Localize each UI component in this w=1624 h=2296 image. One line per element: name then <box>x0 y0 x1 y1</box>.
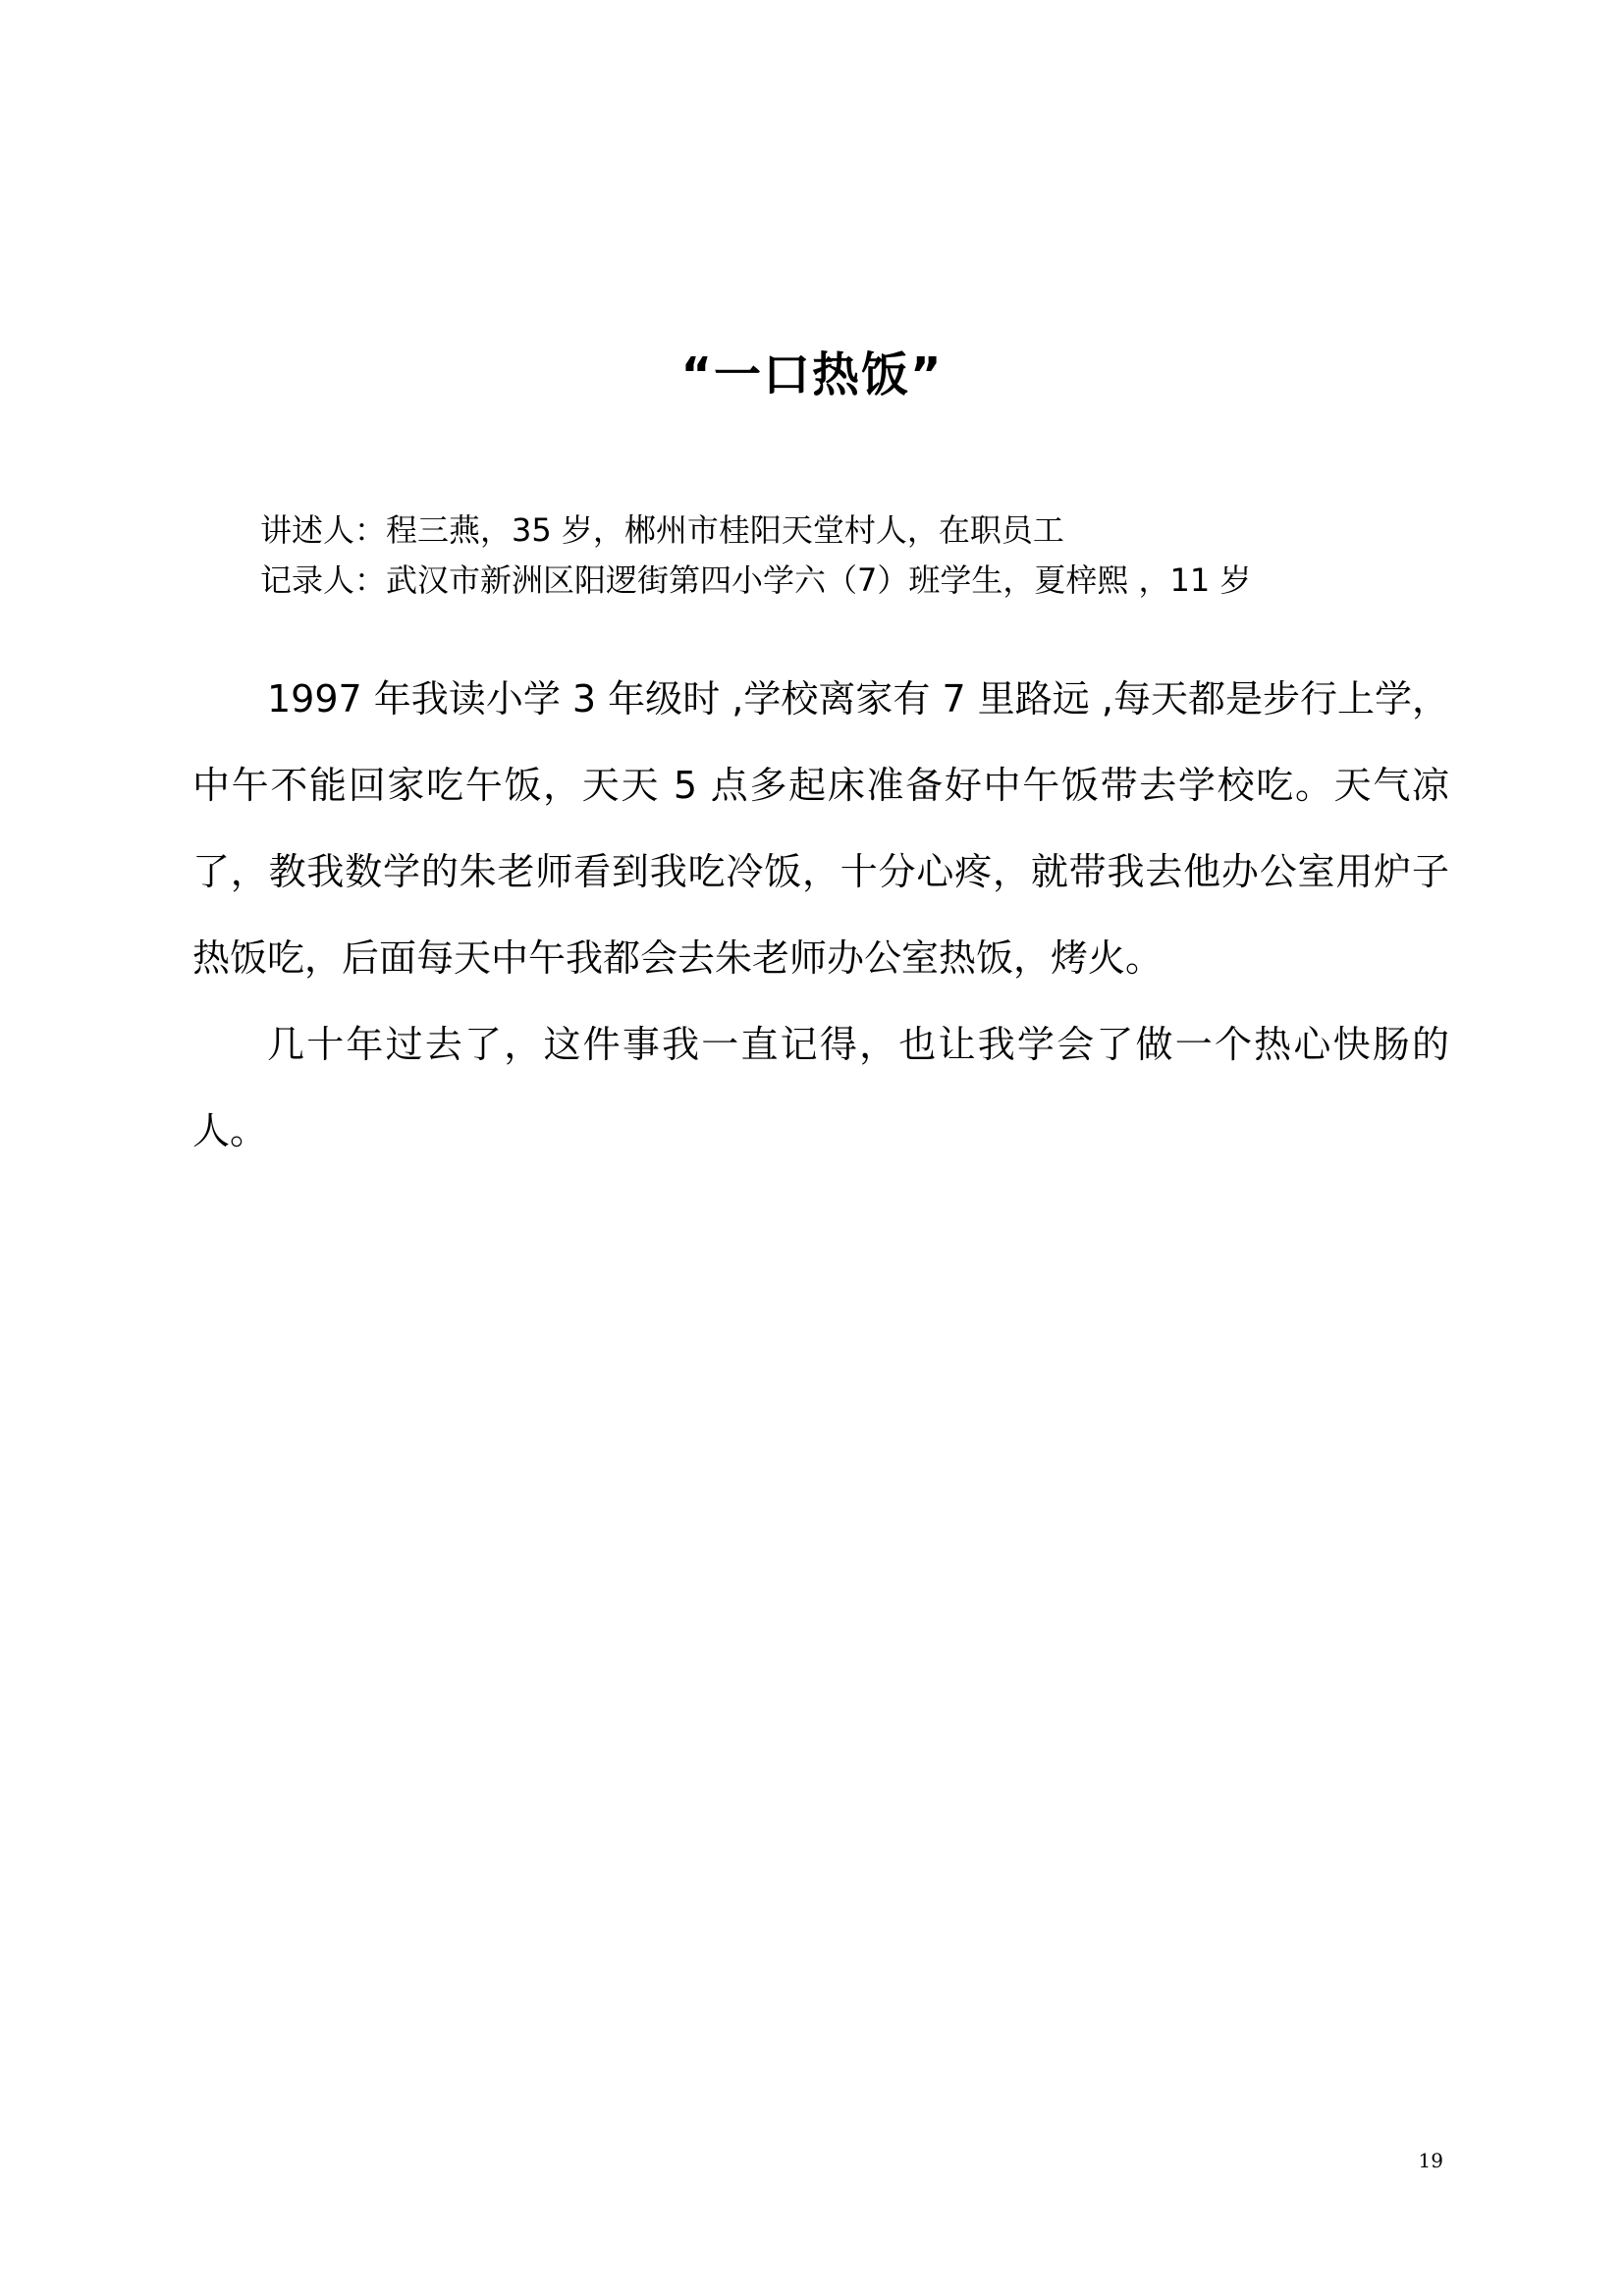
story-body <box>192 656 1449 1174</box>
story-paragraph: 几十年过去了，这件事我一直记得，也让我学会了做一个热心快肠的人。 <box>192 1023 1449 1152</box>
recorder-line: 记录人：武汉市新洲区阳逻街第四小学六（7）班学生，夏梓熙 ，11 岁 <box>260 561 1252 599</box>
page-number: 19 <box>1418 2149 1443 2172</box>
narrator-line: 讲述人：程三燕，35 岁，郴州市桂阳天堂村人，在职员工 <box>260 511 1064 549</box>
page-title: “一口热饭” <box>680 347 944 402</box>
story-paragraph: 1997 年我读小学 3 年级时 ,学校离家有 7 里路远 ,每天都是步行上学，中午不能回家吃午饭，天天 5 点多起床准备好中午饭带去学校吃。天气凉了，教我数学的朱老师看到我吃冷饭，十分心疼，就带我去他办公室用炉子热饭吃，后面每天中午我都会去朱老师办公室热饭，烤火。 <box>192 677 1449 980</box>
